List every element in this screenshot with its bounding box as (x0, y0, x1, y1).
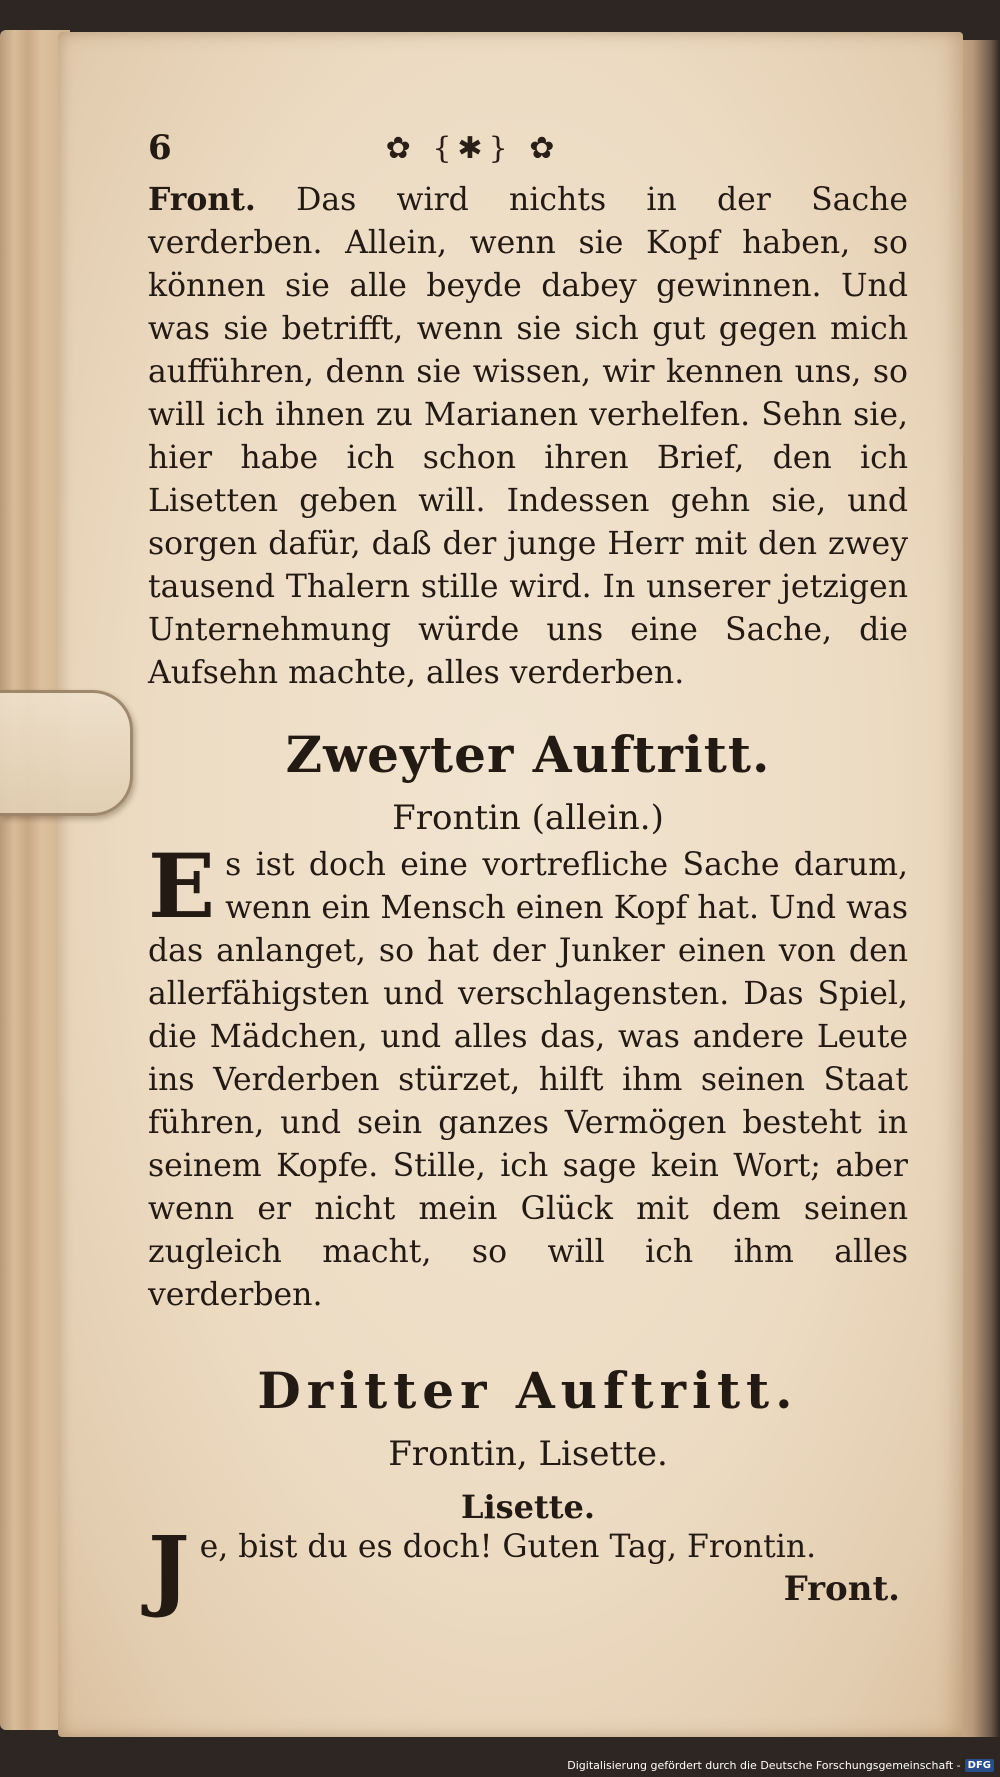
scene2-monologue (148, 834, 908, 1317)
catchword: Front. (783, 1569, 900, 1609)
speech-text: e, bist du es doch! Guten Tag, Frontin. (199, 1529, 817, 1565)
scene-title: Dritter Auftritt. (257, 1361, 799, 1420)
speech-text: Das wird nichts in der Sache verderben. Allein, wenn sie Kopf haben, so können sie alle beyde dabey gewinnen. Und was sie betrifft, wenn sie sich gut gegen mich aufführen, denn sie wissen, wir kennen uns, so will ich ihnen zu Marianen verhelfen. Sehn sie, hier habe ich schon ihren Brief, den ich Lisetten geben will. Indessen gehn sie, und sorgen dafür, daß der junge Herr mit den zwey tausend Thalern stille wird. In unserer jetzigen Unternehmung würde uns eine Sache, die Aufsehn machte, alles verderben. (148, 182, 909, 691)
scene-title: Zweyter Auftritt. (285, 725, 771, 784)
scene3-speech (148, 1516, 908, 1620)
page-number: 6 (148, 128, 172, 168)
credit-text: Digitalisierung gefördert durch die Deutsche Forschungsgemeinschaft - (567, 1758, 961, 1772)
digitization-credit (567, 1755, 994, 1775)
scene-cast: Frontin, Lisette. (388, 1434, 668, 1474)
header-ornament: ✿ {✱} ✿ (385, 130, 561, 166)
page-header (148, 128, 908, 168)
page-content (148, 128, 909, 1620)
page-clip (0, 690, 133, 816)
drop-cap: E (148, 834, 216, 938)
speaker-label: Front. (148, 181, 256, 218)
scene1-speech (148, 178, 908, 695)
dfg-logo: DFG (965, 1759, 994, 1772)
scene-cast: Frontin (allein.) (392, 798, 664, 838)
monologue-text: s ist doch eine vortrefliche Sache darum, wenn ein Mensch einen Kopf hat. Und was das anlanget, so hat der Junker einen von den allerfähigsten und verschlagensten. Das Spiel, die Mädchen, und alles das, was andere Leute ins Verderben stürzet, hilft ihm seinen Staat führen, und sein ganzes Vermögen besteht in seinem Kopfe. Stille, ich sage kein Wort; aber wenn er nicht mein Glück mit dem seinen zugleich macht, so will ich ihm alles verderben. (148, 847, 908, 1313)
speaker-label: Lisette. (460, 1488, 596, 1526)
drop-cap: J (148, 1516, 190, 1620)
